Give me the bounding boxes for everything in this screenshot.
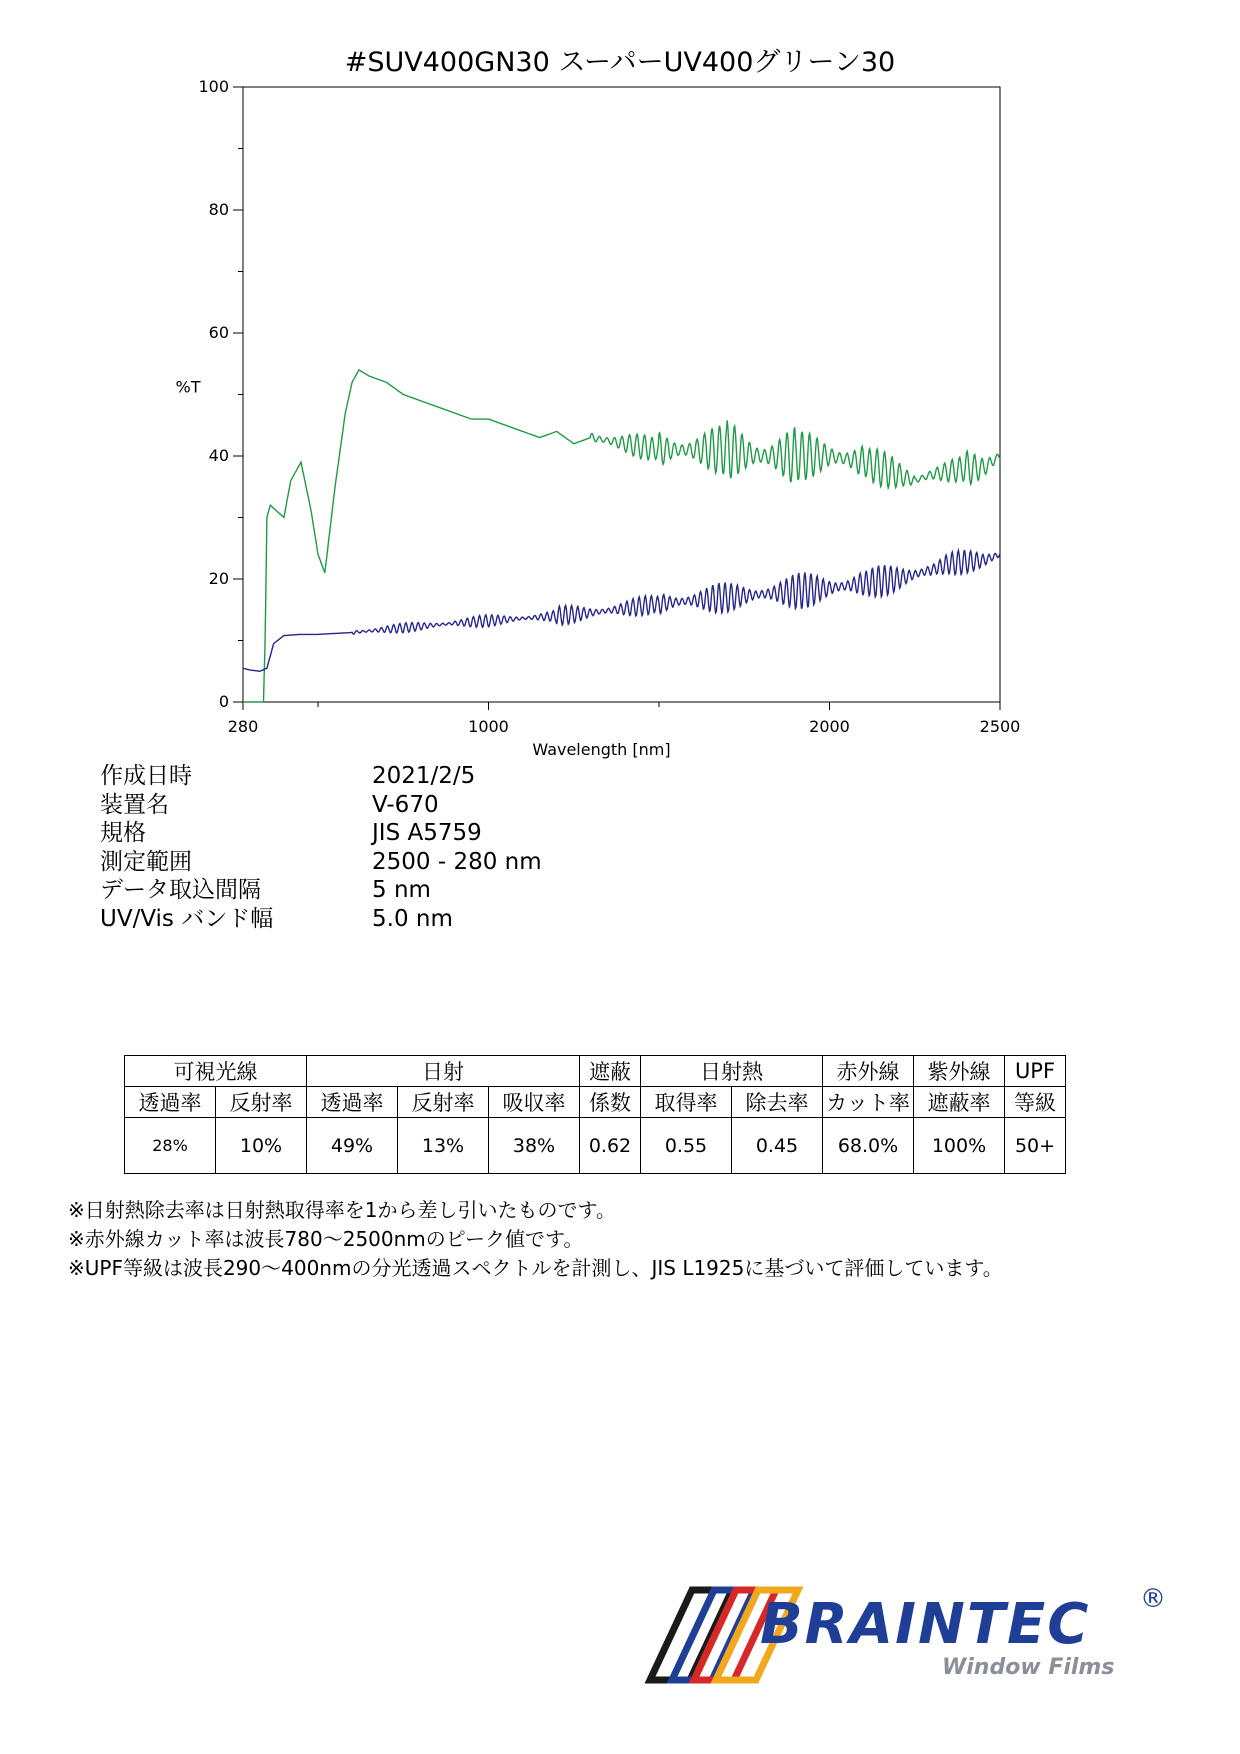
table-row-values bbox=[125, 1118, 1066, 1174]
value-visible-reflectance: 10% bbox=[216, 1118, 307, 1174]
sub-header: 取得率 bbox=[641, 1087, 732, 1118]
info-value: 5.0 nm bbox=[372, 905, 453, 932]
chart-series bbox=[243, 370, 1000, 702]
value-solar-reflectance: 13% bbox=[398, 1118, 489, 1174]
sub-header: 等級 bbox=[1005, 1087, 1066, 1118]
footnote: ※日射熱除去率は日射熱取得率を1から差し引いたものです。 bbox=[68, 1198, 616, 1222]
value-solar-transmittance: 49% bbox=[307, 1118, 398, 1174]
y-tick-label: 100 bbox=[198, 77, 229, 96]
plot-frame bbox=[243, 87, 1000, 702]
sub-header: 吸収率 bbox=[489, 1087, 580, 1118]
info-row-device bbox=[100, 791, 542, 820]
header-upf: UPF bbox=[1005, 1056, 1066, 1087]
y-tick-label: 0 bbox=[218, 692, 229, 711]
value-heat-gain: 0.55 bbox=[641, 1118, 732, 1174]
info-row-bandwidth bbox=[100, 905, 542, 934]
header-infrared: 赤外線 bbox=[823, 1056, 914, 1087]
brand-name: BRAINTEC bbox=[760, 1592, 1091, 1657]
footnote: ※赤外線カット率は波長780〜2500nmのピーク値です。 bbox=[68, 1227, 584, 1251]
sub-header: 透過率 bbox=[307, 1087, 398, 1118]
info-label: UV/Vis バンド幅 bbox=[100, 905, 274, 932]
header-visible: 可視光線 bbox=[125, 1056, 307, 1087]
header-solar-heat: 日射熱 bbox=[641, 1056, 823, 1087]
x-tick-label: 280 bbox=[227, 717, 259, 736]
y-tick-label: 60 bbox=[208, 323, 229, 342]
info-row-date bbox=[100, 762, 542, 791]
measurement-info bbox=[100, 762, 542, 933]
y-tick-label: 20 bbox=[208, 569, 229, 588]
transmittance-chart bbox=[0, 0, 1240, 760]
sub-header: 反射率 bbox=[398, 1087, 489, 1118]
header-solar: 日射 bbox=[307, 1056, 580, 1087]
value-heat-rejection: 0.45 bbox=[732, 1118, 823, 1174]
registered-mark: ® bbox=[1140, 1584, 1166, 1614]
value-upf: 50+ bbox=[1005, 1118, 1066, 1174]
x-axis-label: Wavelength [nm] bbox=[532, 740, 671, 759]
sub-header: 遮蔽率 bbox=[914, 1087, 1005, 1118]
footnotes bbox=[68, 1196, 1003, 1283]
info-value: 5 nm bbox=[372, 877, 431, 903]
sub-header: 透過率 bbox=[125, 1087, 216, 1118]
header-shading: 遮蔽 bbox=[580, 1056, 641, 1087]
footnote: ※UPF等級は波長290〜400nmの分光透過スペクトルを計測し、JIS L1925に基づいて評価しています。 bbox=[68, 1256, 1003, 1280]
value-ir-cut: 68.0% bbox=[823, 1118, 914, 1174]
series-line-green bbox=[243, 370, 1000, 702]
value-visible-transmittance: 28% bbox=[125, 1118, 216, 1174]
value-uv-block: 100% bbox=[914, 1118, 1005, 1174]
table-header-groups bbox=[125, 1056, 1066, 1087]
info-row-range bbox=[100, 848, 542, 877]
brand-subtitle: Window Films bbox=[942, 1655, 1115, 1680]
x-tick-label: 2500 bbox=[979, 717, 1021, 736]
chart-axes bbox=[176, 77, 1021, 759]
x-tick-label: 1000 bbox=[468, 717, 509, 736]
table-header-subs bbox=[125, 1087, 1066, 1118]
info-label: 作成日時 bbox=[100, 763, 192, 789]
y-tick-label: 40 bbox=[208, 446, 229, 465]
info-label: 規格 bbox=[100, 820, 146, 846]
info-value: V-670 bbox=[372, 791, 439, 818]
info-value: 2021/2/5 bbox=[372, 763, 476, 789]
sub-header: 係数 bbox=[580, 1087, 641, 1118]
performance-table bbox=[124, 1055, 1066, 1174]
info-row-standard bbox=[100, 819, 542, 848]
sub-header: 除去率 bbox=[732, 1087, 823, 1118]
info-label: データ取込間隔 bbox=[100, 877, 261, 903]
sub-header: 反射率 bbox=[216, 1087, 307, 1118]
series-line-navy bbox=[243, 550, 1000, 671]
info-label: 装置名 bbox=[100, 791, 169, 818]
info-value: JIS A5759 bbox=[372, 820, 482, 846]
value-shading-coefficient: 0.62 bbox=[580, 1118, 641, 1174]
info-value: 2500 - 280 nm bbox=[372, 848, 542, 875]
y-tick-label: 80 bbox=[208, 200, 229, 219]
page-title: #SUV400GN30 スーパーUV400グリーン30 bbox=[344, 47, 896, 78]
header-ultraviolet: 紫外線 bbox=[914, 1056, 1005, 1087]
x-tick-label: 2000 bbox=[809, 717, 850, 736]
sub-header: カット率 bbox=[823, 1087, 914, 1118]
info-label: 測定範囲 bbox=[100, 848, 192, 875]
y-axis-label: %T bbox=[175, 377, 201, 397]
info-row-interval bbox=[100, 876, 542, 905]
value-solar-absorptance: 38% bbox=[489, 1118, 580, 1174]
